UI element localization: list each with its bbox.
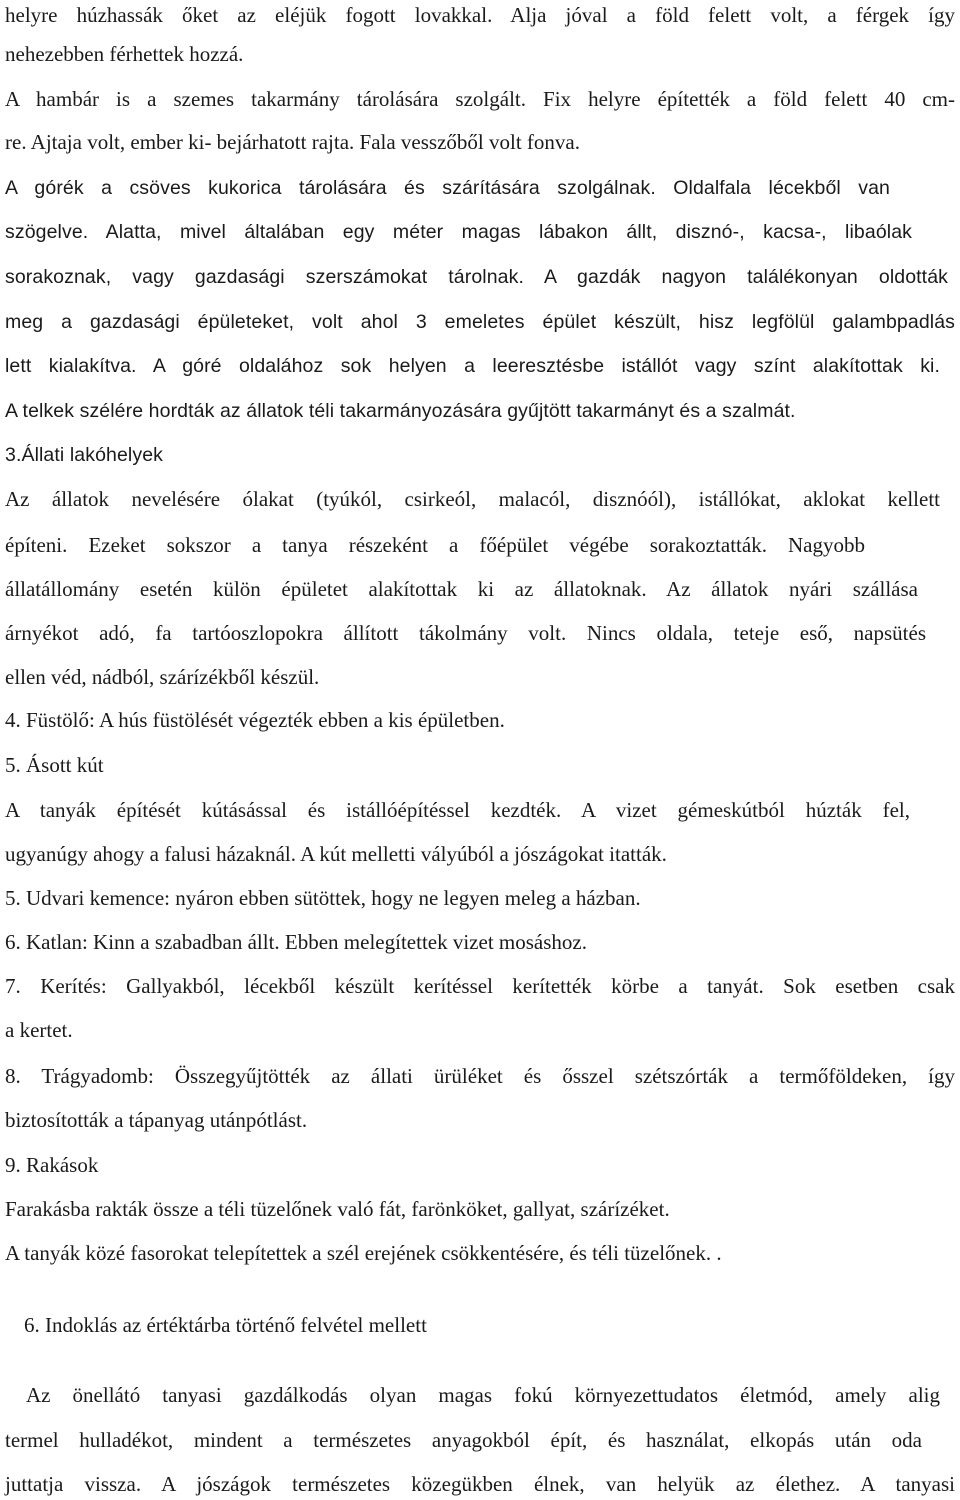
text-line: 4. Füstölő: A hús füstölését végezték ebben a kis épületben. — [5, 708, 505, 732]
text-line: 5. Udvari kemence: nyáron ebben sütöttek, hogy ne legyen meleg a házban. — [5, 886, 641, 910]
text-line: Farakásba rakták össze a téli tüzelőnek való fát, farönköket, gallyat, szárízéket. — [5, 1197, 670, 1221]
text-line: meg a gazdasági épületeket, volt ahol 3 emeletes épület készült, hisz legfölül galambpadlás — [5, 311, 955, 333]
text-line: 7. Kerítés: Gallyakból, lécekből készült kerítéssel kerítették körbe a tanyát. Sok esetben csak — [5, 974, 955, 998]
text-line: A tanyák építését kútásással és istállóépítéssel kezdték. A vizet gémeskútból húzták fel, — [5, 798, 910, 822]
text-line: a kertet. — [5, 1018, 73, 1042]
text-line: ugyanúgy ahogy a falusi házaknál. A kút melletti vályúból a jószágokat itatták. — [5, 842, 667, 866]
section-heading: 9. Rakások — [5, 1153, 99, 1177]
text-line: termel hulladékot, mindent a természetes anyagokból épít, és használat, elkopás után oda — [5, 1428, 922, 1452]
text-line: biztosították a tápanyag utánpótlást. — [5, 1108, 308, 1132]
text-line: szögelve. Alatta, mivel általában egy méter magas lábakon állt, disznó-, kacsa-, libaólak — [5, 221, 912, 243]
text-line: sorakoznak, vagy gazdasági szerszámokat tárolnak. A gazdák nagyon találékonyan oldották — [5, 266, 948, 288]
text-line: állatállomány esetén külön épületet alakítottak ki az állatoknak. Az állatok nyári szállása — [5, 577, 918, 601]
text-line: építeni. Ezeket sokszor a tanya részeként a főépület végébe sorakoztatták. Nagyobb — [5, 533, 865, 557]
text-line: A górék a csöves kukorica tárolására és szárítására szolgálnak. Oldalfala lécekből van — [5, 177, 890, 199]
text-line: 6. Katlan: Kinn a szabadban állt. Ebben melegítettek vizet mosáshoz. — [5, 930, 587, 954]
text-line: A hambár is a szemes takarmány tárolására szolgált. Fix helyre építették a föld felett 40 cm- — [5, 87, 955, 111]
text-line: helyre húzhassák őket az eléjük fogott lovakkal. Alja jóval a föld felett volt, a férgek így — [5, 3, 955, 27]
text-line: Az önellátó tanyasi gazdálkodás olyan magas fokú környezettudatos életmód, amely alig — [26, 1383, 940, 1407]
text-line: 8. Trágyadomb: Összegyűjtötték az állati ürüléket és ősszel szétszórták a termőföldeken, így — [5, 1064, 955, 1088]
text-line: re. Ajtaja volt, ember ki- bejárhatott rajta. Fala vesszőből volt fonva. — [5, 130, 580, 154]
section-heading: 6. Indoklás az értéktárba történő felvétel mellett — [24, 1313, 427, 1337]
text-line: ellen véd, nádból, szárízékből készül. — [5, 665, 320, 689]
text-line: árnyékot adó, fa tartóoszlopokra állított tákolmány volt. Nincs oldala, teteje eső, napsütés — [5, 621, 926, 645]
text-line: A telkek szélére hordták az állatok téli takarmányozására gyűjtött takarmányt és a szalmát. — [5, 400, 796, 422]
text-line: juttatja vissza. A jószágok természetes közegükben élnek, van helyük az élethez. A tanyasi — [5, 1472, 955, 1496]
text-line: A tanyák közé fasorokat telepítettek a szél erejének csökkentésére, és téli tüzelőnek. . — [5, 1241, 722, 1265]
section-heading: 3.Állati lakóhelyek — [5, 444, 163, 466]
text-line: Az állatok nevelésére ólakat (tyúkól, csirkeól, malacól, disznóól), istállókat, aklokat kellett — [5, 487, 940, 511]
text-line: nehezebben férhettek hozzá. — [5, 42, 244, 66]
text-line: lett kialakítva. A góré oldalához sok helyen a leeresztésbe istállót vagy színt alakítottak ki. — [5, 355, 940, 377]
section-heading: 5. Ásott kút — [5, 753, 104, 777]
